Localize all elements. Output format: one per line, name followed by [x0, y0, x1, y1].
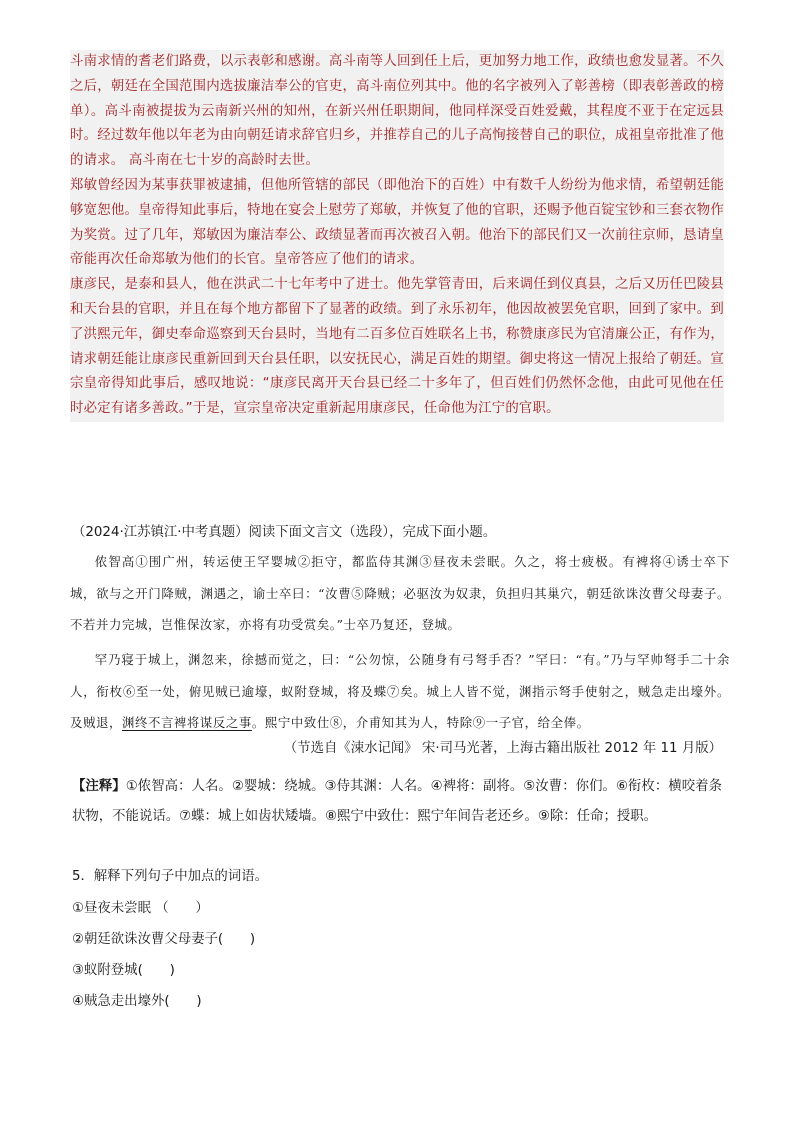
- question-item-1: ①昼夜未尝眠 （ ）: [72, 901, 209, 916]
- annotations: [72, 772, 722, 831]
- translation-paragraph: 斗南求情的耆老们路费，以示表彰和感谢。高斗南等人回到任上后，更加努力地工作，政绩也愈发显著。不久之后，朝廷在全国范围内选拔廉洁奉公的官吏，高斗南位列其中。他的名字被列入了彰善榜（即表彰善政的榜单）。高斗南被提拔为云南新兴州的知州，在新兴州任职期间，他同样深受百姓爱戴，其程度不亚于在定远县时。经过数年他以年老为由向朝廷请求辞官归乡，并推荐自己的儿子高恂接替自己的职位，成祖皇帝批准了他的请求。 高斗南在七十岁的高龄时去世。: [70, 54, 724, 169]
- translation-paragraph: 郑敏曾经因为某事获罪被逮捕，但他所管辖的部民（即他治下的百姓）中有数千人纷纷为他求情，希望朝廷能够宽恕他。皇帝得知此事后，特地在宴会上慰劳了郑敏，并恢复了他的官职，还赐予他百锭宝钞和三套衣物作为奖赏。过了几年，郑敏因为廉洁奉公、政绩显著而再次被召入朝。他治下的部民们又一次前往京师，恳请皇帝能再次任命郑敏为他们的长官。皇帝答应了他们的请求。: [70, 177, 724, 268]
- translation-block: [70, 50, 724, 422]
- classical-text-segment: 。熙宁中致仕⑧，介甫知其为人，特除⑨一子官，给全俸。: [251, 715, 590, 730]
- question-item-2: ②朝廷欲诛汝曹父母妻子( ): [72, 932, 256, 947]
- source-citation: （节选自《涑水记闻》 宋·司马光著，上海古籍出版社 2012 年 11 月版）: [283, 741, 722, 756]
- classical-passage-paragraph-2: [70, 644, 730, 739]
- classical-text-segment: 罕乃寝于城上，渊忽来，徐撼而觉之，曰：“公勿惊，公随身有弓弩手否？”罕曰：“有。”乃与罕帅弩手二十余人，衔枚⑥至一处，俯见贼已逾壕，蚁附登城，将及蝶⑦矣。城上人皆不觉，渊指示弩手使射之，贼急走出壕外。及贼退，: [70, 652, 730, 730]
- question-item-3: ③蚁附登城( ): [72, 963, 175, 978]
- classical-passage-paragraph-1: [70, 546, 730, 641]
- underlined-sentence: 渊终不言裨将谋反之事: [121, 715, 252, 730]
- question-source-line: （2024·江苏镇江·中考真题）阅读下面文言文（选段），完成下面小题。: [72, 525, 497, 540]
- annotations-text: ①侬智高：人名。②婴城：绕城。③侍其渊：人名。④裨将：副将。⑤汝曹：你们。⑥衔枚：横咬着条 状物，不能说话。⑦蝶：城上如齿状矮墙。⑧熙宁中致仕：熙宁年间告老还乡。⑨除：任命；授职。: [72, 779, 722, 824]
- question-title: 5．解释下列句子中加点的词语。: [72, 869, 268, 884]
- annotations-label: 【注释】: [72, 779, 126, 794]
- translation-paragraph: 康彦民，是泰和县人，他在洪武二十七年考中了进士。他先掌管青田，后来调任到仪真县，之后又历任巴陵县和天台县的官职，并且在每个地方都留下了显著的政绩。到了永乐初年，他因故被罢免官职，回到了家中。到了洪熙元年，御史奉命巡察到天台县时，当地有二百多位百姓联名上书，称赞康彦民为官清廉公正，有作为，请求朝廷能让康彦民重新回到天台县任职，以安抚民心，满足百姓的期望。御史将这一情况上报给了朝廷。宣宗皇帝得知此事后，感叹地说：“康彦民离开天台县已经二十多年了，但百姓们仍然怀念他，由此可见他在任时必定有诸多善政。”于是，宣宗皇帝决定重新起用康彦民，任命他为江宁的官职。: [70, 277, 724, 417]
- classical-text: 侬智高①围广州，转运使王罕婴城②拒守，都监侍其渊③昼夜未尝眠。久之，将士疲极。有裨将④诱士卒下城，欲与之开门降贼，渊遇之，谕士卒曰：“汝曹⑤降贼；必驱汝为奴隶，负担归其巢穴，朝廷欲诛汝曹父母妻子。不若并力完城，岂惟保汝家，亦将有功受赏矣。”士卒乃复还，登城。: [70, 554, 730, 632]
- question-item-4: ④贼急走出壕外( ): [72, 994, 202, 1009]
- classical-text: [70, 644, 730, 739]
